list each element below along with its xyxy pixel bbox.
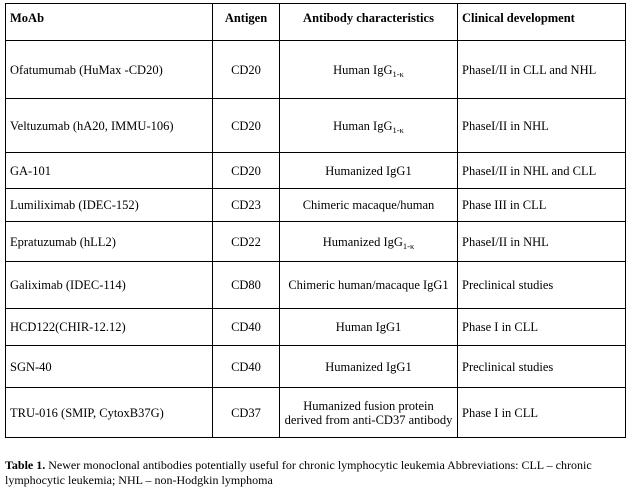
cell-antigen: CD40 [213, 346, 280, 388]
cell-antigen: CD40 [213, 309, 280, 346]
table-row [6, 189, 626, 222]
cell-antigen: CD37 [213, 388, 280, 438]
table-caption [5, 458, 627, 488]
table-row [6, 41, 626, 99]
cell-clinical-development: Preclinical studies [458, 262, 626, 309]
cell-clinical-development: Phase III in CLL [458, 189, 626, 222]
cell-clinical-development: PhaseI/II in NHL and CLL [458, 153, 626, 189]
cell-antibody-characteristics: Humanized IgG$_{1-\kappa}$ [280, 222, 458, 262]
cell-antigen: CD80 [213, 262, 280, 309]
cell-antibody-characteristics: Humanized IgG1 [280, 153, 458, 189]
cell-moab: Galiximab (IDEC-114) [6, 262, 213, 309]
cell-moab: Veltuzumab (hA20, IMMU-106) [6, 99, 213, 153]
table-row [6, 222, 626, 262]
cell-antigen: CD22 [213, 222, 280, 262]
table-row [6, 388, 626, 438]
cell-antigen: CD20 [213, 153, 280, 189]
caption-text: Newer monoclonal antibodies potentially useful for chronic lymphocytic leukemia Abbreviations: CLL – chronic lymphocytic leukemia; NHL – non-Hodgkin lymphoma [5, 458, 592, 487]
cell-moab: Epratuzumab (hLL2) [6, 222, 213, 262]
cell-antibody-characteristics: Chimeric human/macaque IgG1 [280, 262, 458, 309]
cell-antigen: CD20 [213, 41, 280, 99]
cell-antibody-characteristics: Chimeric macaque/human [280, 189, 458, 222]
caption-label: Table 1. [5, 458, 46, 472]
char-subscript: 1-κ [402, 240, 415, 251]
table-row [6, 309, 626, 346]
table-row [6, 262, 626, 309]
table-row [6, 346, 626, 388]
antibody-table [5, 3, 626, 438]
cell-clinical-development: Phase I in CLL [458, 388, 626, 438]
cell-clinical-development: Phase I in CLL [458, 309, 626, 346]
cell-moab: Ofatumumab (HuMax -CD20) [6, 41, 213, 99]
cell-antibody-characteristics: Human IgG$_{1-\kappa}$ [280, 41, 458, 99]
cell-moab: SGN-40 [6, 346, 213, 388]
header-antibody-characteristics: Antibody characteristics [280, 4, 458, 41]
cell-antigen: CD23 [213, 189, 280, 222]
cell-antibody-characteristics: Human IgG$_{1-\kappa}$ [280, 99, 458, 153]
char-subscript: 1-κ [392, 68, 404, 79]
cell-antibody-characteristics: Humanized fusion protein derived from anti-CD37 antibody [280, 388, 458, 438]
table-row [6, 153, 626, 189]
cell-moab: GA-101 [6, 153, 213, 189]
header-clinical-development: Clinical development [458, 4, 626, 41]
cell-moab: HCD122(CHIR-12.12) [6, 309, 213, 346]
cell-antibody-characteristics: Human IgG1 [280, 309, 458, 346]
header-moab: MoAb [6, 4, 213, 41]
header-antigen: Antigen [213, 4, 280, 41]
cell-clinical-development: PhaseI/II in CLL and NHL [458, 41, 626, 99]
cell-clinical-development: PhaseI/II in NHL [458, 222, 626, 262]
cell-moab: Lumiliximab (IDEC-152) [6, 189, 213, 222]
header-row [6, 4, 626, 41]
cell-clinical-development: PhaseI/II in NHL [458, 99, 626, 153]
table-row [6, 99, 626, 153]
cell-antigen: CD20 [213, 99, 280, 153]
cell-clinical-development: Preclinical studies [458, 346, 626, 388]
cell-antibody-characteristics: Humanized IgG1 [280, 346, 458, 388]
char-subscript: 1-κ [392, 124, 404, 135]
cell-moab: TRU-016 (SMIP, CytoxB37G) [6, 388, 213, 438]
